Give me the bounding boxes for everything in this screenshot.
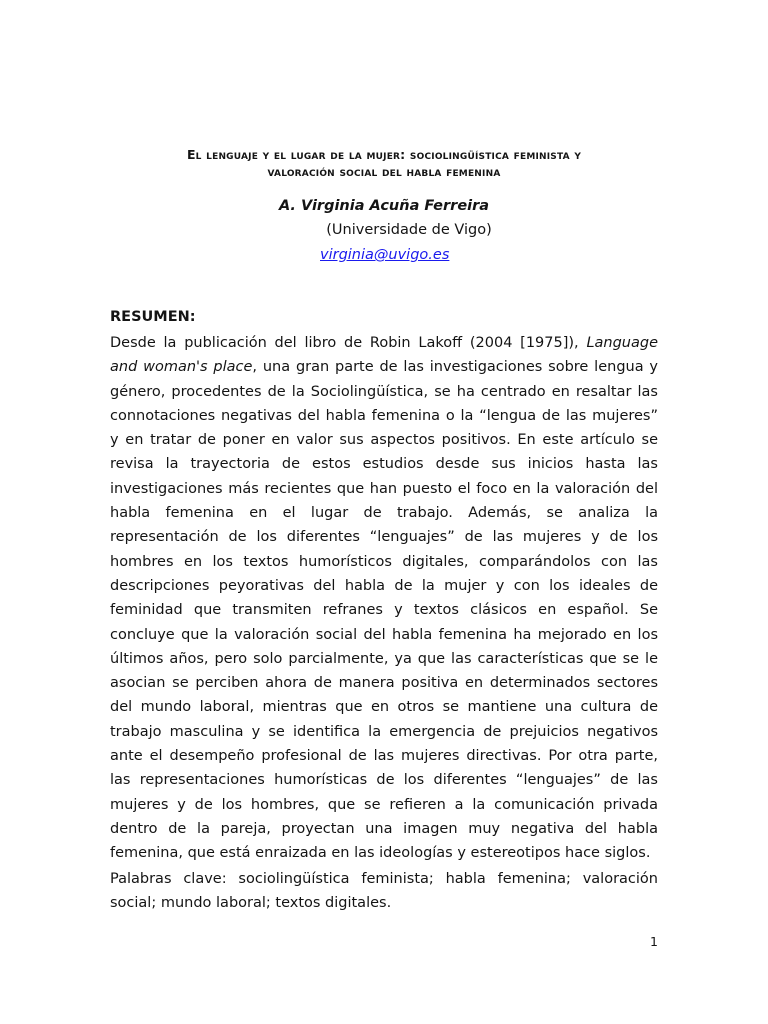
abstract-heading: RESUMEN: — [110, 309, 196, 325]
abstract-text-rest: , una gran parte de las investigaciones sobre lengua y género, procedentes de la Sociolingüística, se ha centrado en resaltar las connotaciones negativas del habla femenina o la “lengua de las mujeres” y en tratar de poner en valor sus aspectos positivos. En este artículo se revisa la trayectoria de estos estudios desde sus inicios hasta las investigaciones más recientes que han puesto el foco en la valoración del habla femenina en el lugar de trabajo. Además, se analiza la representación de los diferentes “lenguajes” de las mujeres y de los hombres en los textos humorísticos digitales, comparándolos con las descripciones peyorativas del habla de la mujer y con los ideales de feminidad que transmiten refranes y textos clásicos en español. Se concluye que la valoración social del habla femenina ha mejorado en los últimos años, pero solo parcialmente, ya que las características que se le asocian se perciben ahora de manera positiva en determinados sectores del mundo laboral, mientras que en otros se mantiene una cultura de trabajo masculina y se identifica la emergencia de prejuicios negativos ante el desempeño profesional de las mujeres directivas. Por otra parte, las representaciones humorísticas de los diferentes “lenguajes” de las mujeres y de los hombres, que se refieren a la comunicación privada dentro de la pareja, proyectan una imagen muy negativa del habla femenina, que está enraizada en las ideologías y estereotipos hace siglos. — [110, 359, 658, 862]
keywords: Palabras clave: sociolingüística feminista; habla femenina; valoración social; mundo laboral; textos digitales. — [110, 871, 658, 912]
author-name: A. Virginia Acuña Ferreira — [278, 198, 490, 214]
title-line-2: valoración social del habla femenina — [267, 164, 501, 179]
paper-title — [110, 146, 658, 180]
title-line-1: El lenguaje y el lugar de la mujer: sociolingüística feminista y — [186, 147, 582, 162]
abstract-body — [110, 331, 658, 866]
author-affiliation: (Universidade de Vigo) — [326, 222, 492, 238]
cited-book-title: Language and woman's place — [110, 335, 658, 376]
page-number: 1 — [650, 934, 658, 949]
author-email-link[interactable]: virginia@uvigo.es — [320, 247, 450, 263]
abstract-text-start: Desde la publicación del libro de Robin Lakoff (2004 [1975]), — [110, 335, 587, 351]
